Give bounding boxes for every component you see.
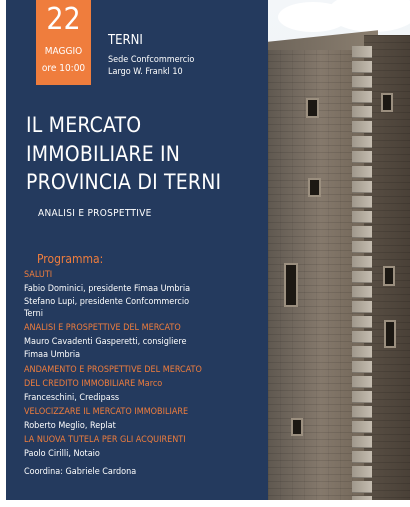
program-line: Mauro Cavadenti Gasperetti, consigliere: [24, 337, 187, 347]
program-line: Terni: [24, 309, 43, 319]
title-line-1: IL MERCATO: [26, 113, 142, 137]
tower-quoin-stone: [352, 496, 372, 500]
program-line: DEL CREDITO IMMOBILIARE Marco: [24, 379, 163, 389]
program-line: Paolo Cirilli, Notaio: [24, 449, 100, 459]
title-line-3: PROVINCIA DI TERNI: [26, 170, 222, 194]
program-line: ANALISI E PROSPETTIVE DEL MERCATO: [24, 323, 181, 333]
title-line-2: IMMOBILIARE IN: [26, 142, 181, 166]
tower-quoin-stone: [352, 451, 372, 463]
tower-quoin-stone: [352, 271, 372, 283]
program-line: Stefano Lupi, presidente Confcommercio: [24, 297, 190, 307]
tower-quoin-stone: [352, 376, 372, 388]
event-day: 22: [46, 2, 81, 37]
program-line: Roberto Meglio, Replat: [24, 421, 116, 431]
tower-window: [308, 100, 317, 116]
tower-window: [383, 95, 391, 110]
tower-window: [310, 180, 319, 195]
tower-quoin-stone: [352, 241, 372, 253]
program-line: Franceschini, Credipass: [24, 393, 120, 403]
program-line: VELOCIZZARE IL MERCATO IMMOBILIARE: [24, 407, 189, 417]
tower-window: [386, 322, 394, 346]
tower-quoin-stone: [352, 61, 372, 73]
program-line: SALUTI: [24, 270, 53, 280]
tower-quoin-stone: [352, 91, 372, 103]
tower-quoin-stone: [352, 181, 372, 193]
tower-quoin-stone: [352, 421, 372, 433]
tower-window: [385, 268, 393, 284]
info-panel: [6, 0, 268, 500]
tower-quoin-stone: [352, 391, 372, 403]
event-subtitle: ANALISI E PROSPETTIVE: [38, 208, 152, 219]
venue-address: Largo W. Frankl 10: [108, 67, 183, 77]
program-line: Coordina: Gabriele Cardona: [24, 467, 137, 477]
program-line: ANDAMENTO E PROSPETTIVE DEL MERCATO: [24, 365, 202, 375]
tower-quoin-stone: [352, 136, 372, 148]
tower-quoin-stone: [352, 361, 372, 373]
event-month: MAGGIO: [44, 46, 83, 57]
tower-quoin-stone: [352, 226, 372, 238]
event-time: ore 10:00: [41, 63, 86, 74]
tower-photo: [268, 0, 410, 500]
program-heading: Programma:: [37, 252, 104, 266]
sky-cloud: [328, 0, 410, 32]
tower-quoin-stone: [352, 121, 372, 133]
tower-quoin-stone: [352, 406, 372, 418]
tower-quoin-stone: [352, 151, 372, 163]
tower-quoin-stone: [352, 316, 372, 328]
event-city: TERNI: [108, 33, 143, 48]
date-badge: [36, 0, 91, 85]
tower-quoin-stone: [352, 481, 372, 493]
tower-window: [293, 420, 301, 434]
tower-quoin-stone: [352, 466, 372, 478]
tower-quoin-stone: [352, 301, 372, 313]
tower-quoin-stone: [352, 196, 372, 208]
venue-name: Sede Confcommercio: [108, 55, 195, 65]
tower-quoin-stone: [352, 46, 372, 58]
tower-quoin-stone: [352, 211, 372, 223]
program-line: Fabio Dominici, presidente Fimaa Umbria: [24, 284, 191, 294]
tower-quoin-stone: [352, 286, 372, 298]
tower-window: [286, 265, 296, 305]
tower-quoin-stone: [352, 256, 372, 268]
tower-quoin-stone: [352, 436, 372, 448]
program-line: Fimaa Umbria: [24, 350, 81, 360]
program-line: LA NUOVA TUTELA PER GLI ACQUIRENTI: [24, 435, 186, 445]
tower-quoin-stone: [352, 346, 372, 358]
tower-quoin-stone: [352, 166, 372, 178]
tower-left-face: [268, 50, 364, 500]
tower-quoin-stone: [352, 331, 372, 343]
tower-quoin-stone: [352, 106, 372, 118]
tower-quoin-stone: [352, 76, 372, 88]
